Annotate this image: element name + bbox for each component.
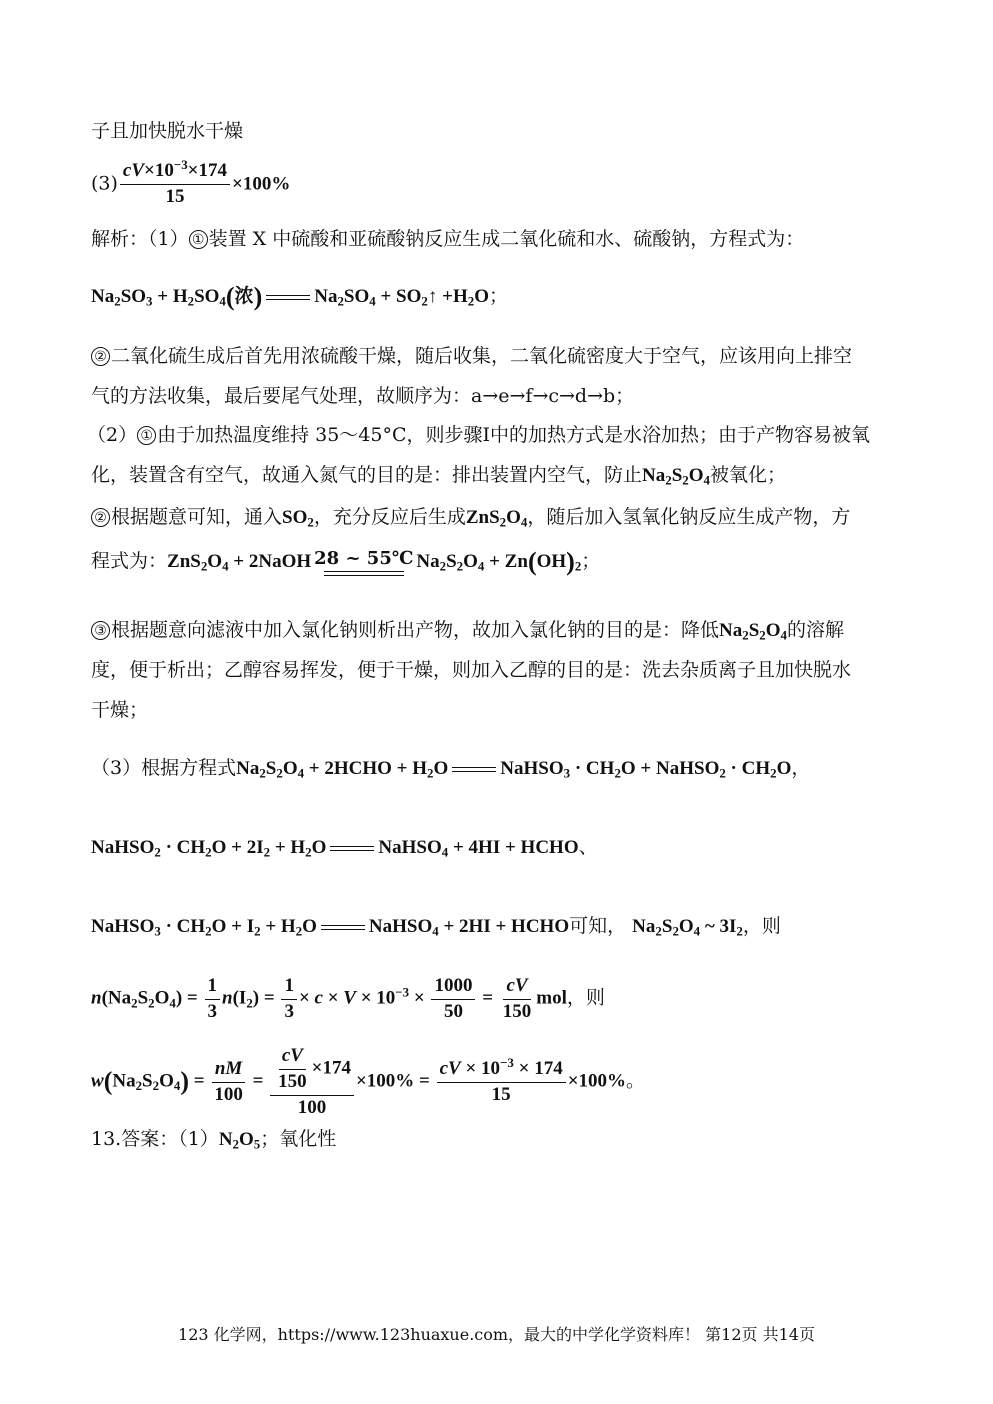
text-line-1: 子且加快脱水干燥 [91,120,244,142]
q13-text: ；氧化性 [260,1128,337,1150]
equals-sign-4 [321,925,365,930]
question-13-answer: 13.答案：$(1)N_2O_5$；氧化性 [91,1128,337,1152]
p4-text-2: ，充分反应后生成 [313,506,466,528]
p6-text: （3）根据方程式 [91,757,237,779]
analysis-text: 装置 X 中硫酸和亚硫酸钠反应生成二氧化硫和水、硫酸钠，方程式为： [208,228,805,250]
paragraph-7: NaHSO$_2$ · $CH_2O + 2I_2 + H_2O$ NaHSO$_4$ + 4HI + HCHO、 [91,836,598,860]
p4-text-3: ，随后加入氢氧化钠反应生成产物，方 [527,506,851,528]
p5-text-2: 的溶解 [786,619,844,641]
paragraph-4-line-2: 程式为：$ZnS_2O_4$ + 2NaOH 28 ~ 55℃ $Na_2S_2O_4 + Zn(OH)_2$； [91,546,601,576]
paragraph-5-line-2: 度，便于析出；乙醇容易挥发，便于干燥，则加入乙醇的目的是：洗去杂质离子且加快脱水 [91,659,852,681]
paragraph-5-line-3: 干燥； [91,699,149,721]
paragraph-3-line-2: 化，装置含有空气，故通入氮气的目的是：排出装置内空气，防止$Na_2S_2O_4$被氧化； [91,464,786,488]
p3-text-1: 由于加热温度维持 35～45°C，则步骤Ⅰ中的加热方式是水浴加热；由于产物容易被氧 [157,424,871,446]
equals-sign-3 [330,846,374,851]
moles-formula: $n(Na_2S_2O_4)$ = $\frac{1}{3}$ $n(I_2)$ = $\frac{1}{3}$ × $c \times V \times 10^{-3}$ × $\frac{1000}{50}$ = $\frac{cV}{150}$ mol，则 [91,975,605,1022]
answer-label: (3) [91,172,118,195]
p7-end: 、 [578,836,598,858]
circled-number-2: ② [91,347,110,366]
equation-1: $Na_2SO_3 + H_2SO_4$(浓) $Na_2SO_4$ + $SO_2↑ +H_2O$； [91,282,508,311]
p2-text-1: 二氧化硫生成后首先用浓硫酸干燥，随后收集，二氧化硫密度大于空气，应该用向上排空 [111,345,853,367]
p3-text-3: 被氧化； [709,464,786,486]
p3-label: （2） [87,424,138,446]
p6-end: ， [791,757,811,779]
circled-number-3: ③ [91,621,110,640]
p10-end: 。 [626,1070,646,1092]
paragraph-6: （3）根据方程式$Na_2S_2O_4$ + 2HCHO + $H_2O$ NaHSO$_3$ · $CH_2O$ + NaHSO$_2$ · $CH_2O$， [91,757,811,781]
answer-3-formula: (3) $\frac{cV\times 10^{-3}\times 174}{15}$ ×100% [91,156,291,207]
paragraph-2-line-2: 气的方法收集，最后要尾气处理，故顺序为：a→e→f→c→d→b； [91,385,635,407]
p3-text-2: 化，装置含有空气，故通入氮气的目的是：排出装置内空气，防止 [91,464,643,486]
analysis-intro [91,228,804,251]
q13-label: 13.答案：（1） [91,1128,219,1150]
p5-text-1: 根据题意向滤液中加入氯化钠则析出产物，故加入氯化钠的目的是：降低 [111,619,720,641]
equals-sign-2 [452,767,496,772]
p8-end: ，则 [742,915,781,937]
analysis-label: 解析：（1） [91,228,189,250]
paragraph-5-line-1: ③ 根据题意向滤液中加入氯化钠则析出产物，故加入氯化钠的目的是：降低$Na_2S_2O_4$的溶解 [91,619,844,643]
circled-number-2b: ② [91,508,110,527]
paragraph-4-line-1: ② 根据题意可知，通入$SO_2$，充分反应后生成$ZnS_2O_4$，随后加入氢氧化钠反应生成产物，方 [91,506,850,530]
circled-number-1b: ① [137,426,156,445]
p8-mid: 可知， [569,915,627,937]
p4-text-1: 根据题意可知，通入 [111,506,283,528]
circled-number-1: ① [189,230,208,249]
p4-text-4: 程式为： [91,549,168,572]
p9-end: ，则 [566,987,605,1009]
paragraph-3-line-1 [87,424,870,447]
reaction-condition [314,548,413,576]
equals-sign [266,295,310,300]
answer-tail: ×100% [232,173,291,195]
p4-end: ； [581,549,601,572]
mass-fraction-formula: $w(Na_2S_2O_4)$ = $\frac{nM}{100}$ = $\frac{cV}{150}$ ×174 100 ×100% = $\frac{cV \times 10^{-3} \times 174}{15}$ ×100%。 [91,1045,646,1118]
condition-text: 28 ~ 55℃ [314,548,414,569]
paragraph-8: NaHSO$_3$ · $CH_2O + I_2 + H_2O$ NaHSO$_4$ + 2HI + HCHO可知， $Na_2S_2O_4$ ~ $3I_2$，则 [91,915,781,939]
answer-denominator: 15 [165,185,185,207]
mol-unit: mol [536,987,567,1009]
page-footer: 123 化学网，https://www.123huaxue.com，最大的中学化学资料库！ 第12页 共14页 [178,1325,815,1344]
paragraph-2-line-1 [91,345,852,368]
eq1-end: ； [488,286,508,307]
